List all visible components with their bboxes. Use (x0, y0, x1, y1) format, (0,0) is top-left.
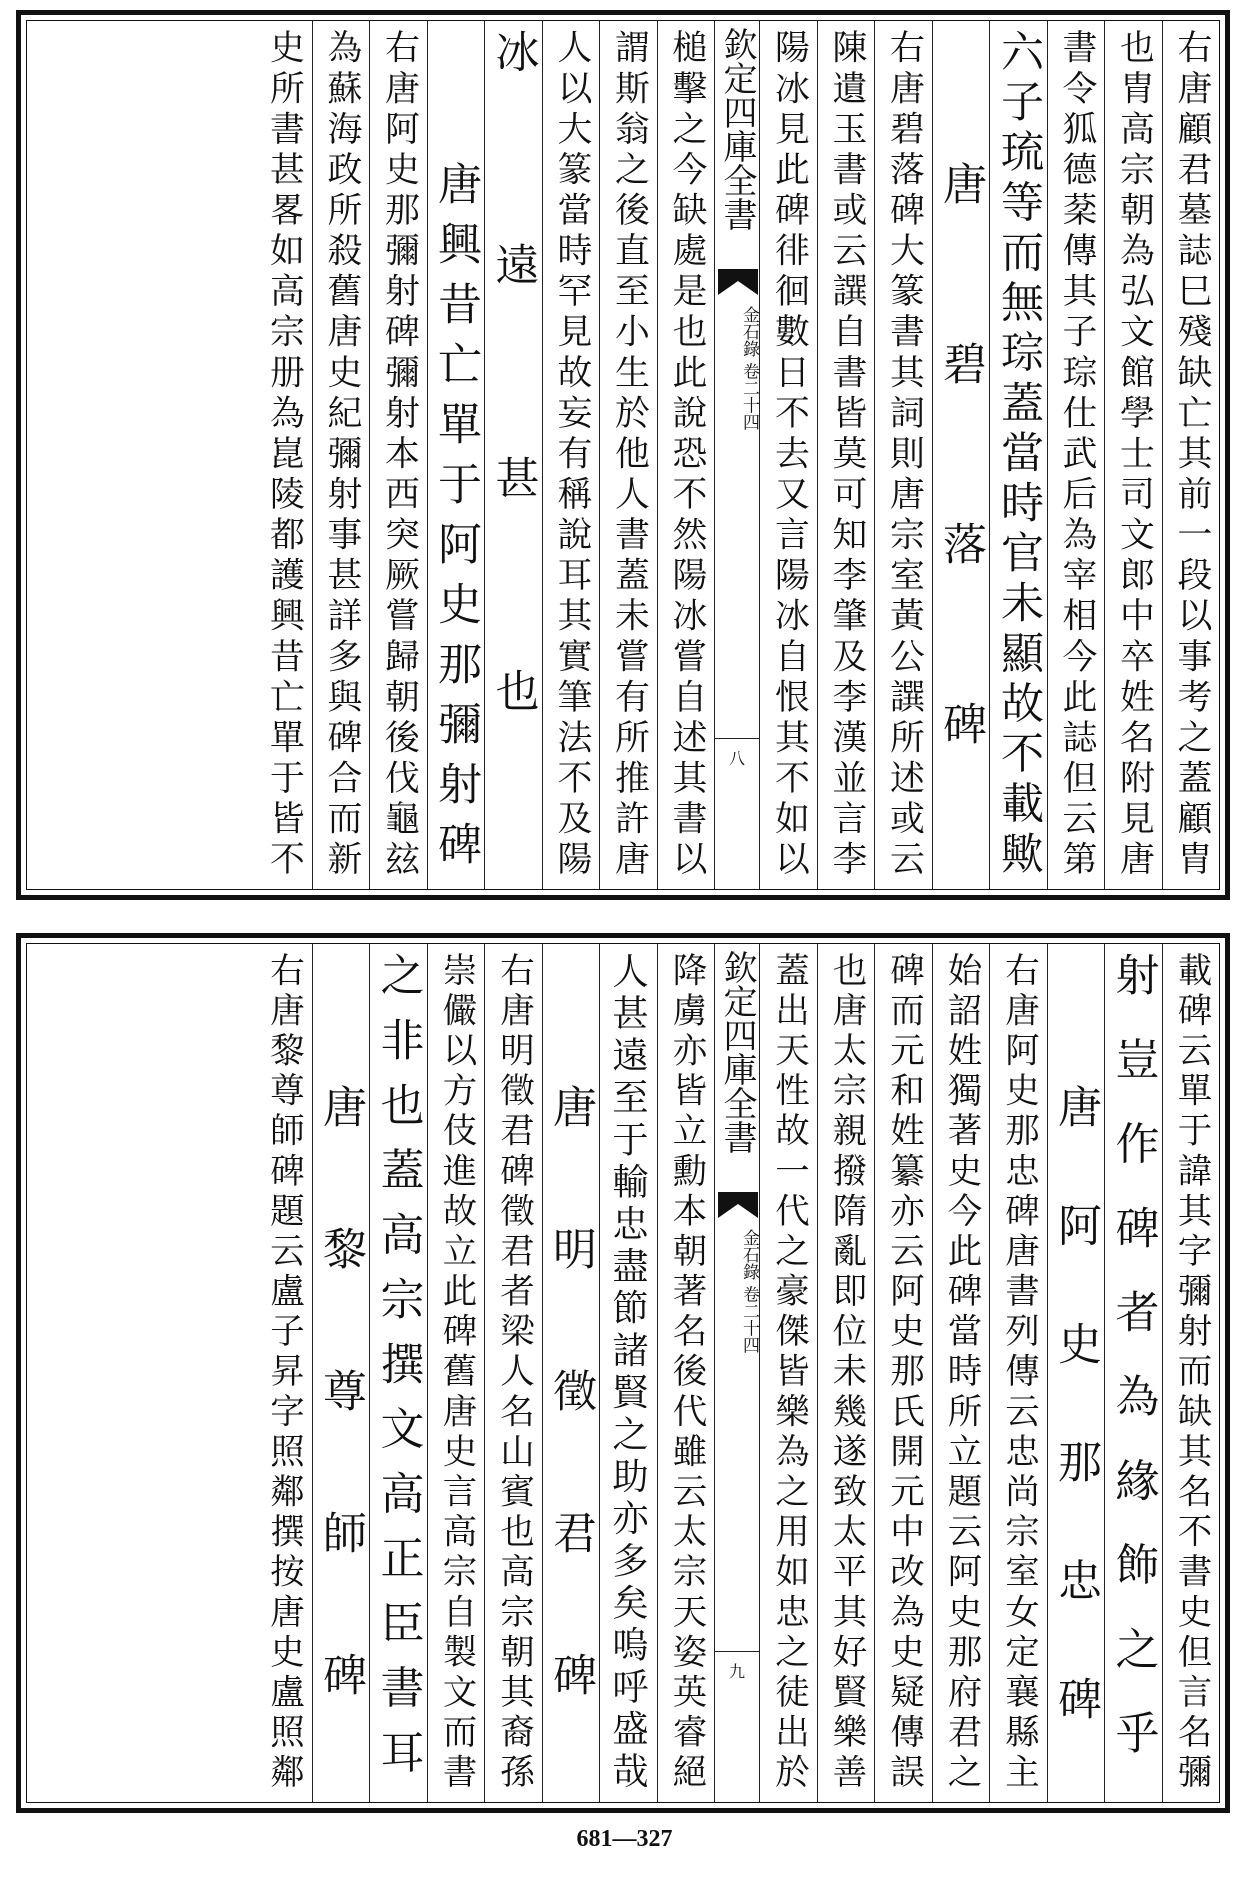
gutter-book-title: 金石錄 卷二十四 (739, 306, 759, 431)
column-text: 謂斯翁之後直至小生於他人書蓋未嘗有所推許唐 (608, 29, 649, 881)
text-column (369, 944, 427, 1802)
text-column (989, 21, 1047, 889)
section-heading-column (1047, 944, 1105, 1802)
text-column (817, 944, 875, 1802)
column-text: 降虜亦皆立勳本朝著名後代雖云太宗天姿英睿絕 (666, 952, 706, 1794)
text-column (657, 21, 715, 889)
section-heading: 唐明徵君碑 (545, 1084, 596, 1794)
gutter-divider (715, 1651, 759, 1652)
gutter-book-title: 金石錄 卷二十四 (739, 1229, 759, 1354)
column-text: 為蘇海政所殺舊唐史紀彌射事甚詳多與碑合而新 (321, 29, 361, 881)
gutter-collection-title: 欽定四庫全書 (717, 950, 757, 1154)
top-page (16, 10, 1230, 900)
gutter-collection-title: 欽定四庫全書 (717, 27, 757, 231)
top-page-columns (27, 21, 1219, 889)
text-column (874, 944, 932, 1802)
column-text: 崇儼以方伎進故立此碑舊唐史言高宗自製文而書 (436, 952, 476, 1794)
section-heading: 唐阿史那忠碑 (1050, 1084, 1101, 1794)
text-column (484, 944, 542, 1802)
column-text: 右唐顧君墓誌巳殘缺亡其前一段以事考之蓋顧胄 (1171, 29, 1211, 881)
text-column (599, 944, 657, 1802)
text-column (427, 944, 485, 1802)
text-column (874, 21, 932, 889)
column-text: 之非也蓋高宗撰文高正臣書耳 (372, 952, 424, 1795)
column-text: 右唐黎尊師碑題云盧子昇字照鄰撰按唐史盧照鄰 (263, 952, 304, 1794)
column-text: 蓋出天性故一代之豪傑皆樂為之用如忠之徒出於 (768, 952, 809, 1794)
text-column (1162, 21, 1220, 889)
page-gutter (714, 944, 759, 1802)
text-column (932, 944, 990, 1802)
section-heading: 唐黎尊師碑 (315, 1084, 366, 1794)
column-text: 也唐太宗親撥隋亂即位未幾遂致太平其好賢樂善 (826, 952, 866, 1794)
section-heading: 唐興昔亡單于阿史那彌射碑 (430, 161, 481, 881)
text-column (369, 21, 427, 889)
section-heading-column (312, 944, 370, 1802)
column-text: 陳遺玉書或云譔自書皆莫可知李肇及李漢並言李 (826, 29, 866, 881)
column-text: 史所書甚畧如高宗册為崑陵都護興昔亡單于皆不 (263, 29, 304, 881)
text-column (542, 21, 600, 889)
gutter-leaf-number: 九 (728, 1662, 745, 1681)
page-number: 681—327 (576, 1826, 673, 1852)
column-text: 射豈作碑者為緣飾之乎 (1107, 952, 1159, 1794)
section-heading-column (427, 21, 485, 889)
column-text: 陽冰見此碑徘徊數日不去又言陽冰自恨其不如以 (768, 29, 809, 881)
gutter-leaf-number: 八 (728, 749, 745, 768)
fishtail-mark-icon (718, 1192, 758, 1218)
text-column (989, 944, 1047, 1802)
column-text: 六子琉等而無琮蓋當時官未顯故不載歟 (993, 29, 1044, 882)
column-text: 右唐阿史那彌射碑彌射本西突厥嘗歸朝後伐龜玆 (378, 29, 419, 881)
column-text: 也胄高宗朝為弘文館學士司文郎中卒姓名附見唐 (1113, 29, 1154, 881)
column-text: 右唐阿史那忠碑唐書列傳云忠尚宗室女定襄縣主 (998, 952, 1039, 1794)
column-text: 人以大篆當時罕見故妄有稱說耳其實筆法不及陽 (551, 29, 591, 881)
column-text: 碑而元和姓纂亦云阿史那氏開元中改為史疑傳誤 (883, 952, 924, 1794)
section-heading: 唐碧落碑 (935, 161, 986, 881)
column-text: 右唐碧落碑大篆書其詞則唐宗室黃公譔所述或云 (883, 29, 924, 881)
text-column (599, 21, 657, 889)
text-column (254, 944, 312, 1802)
text-column (1047, 21, 1105, 889)
text-column (254, 21, 312, 889)
column-text: 右唐明徵君碑徵君者梁人名山賓也高宗朝其裔孫 (493, 952, 534, 1794)
section-heading-column (542, 944, 600, 1802)
column-text: 始詔姓獨著史今此碑當時所立題云阿史那府君之 (941, 952, 981, 1794)
text-column (817, 21, 875, 889)
bottom-page-columns (27, 944, 1219, 1802)
bottom-page (16, 933, 1230, 1813)
column-text: 書令狐德棻傳其子琮仕武后為宰相今此誌但云第 (1056, 29, 1096, 881)
page-gutter (714, 21, 759, 889)
column-text: 人甚遠至于輸忠盡節諸賢之助亦多矣嗚呼盛哉 (606, 952, 650, 1794)
gutter-divider (715, 738, 759, 739)
column-text: 槌擊之今缺處是也此說恐不然陽冰嘗自述其書以 (666, 29, 706, 881)
text-column (759, 944, 817, 1802)
column-text: 載碑云單于諱其字彌射而缺其名不書史但言名彌 (1171, 952, 1211, 1794)
text-column (312, 21, 370, 889)
section-heading-column (932, 21, 990, 889)
text-column (1162, 944, 1220, 1802)
column-text: 冰遠甚也 (487, 29, 539, 881)
text-column (1104, 21, 1162, 889)
text-column (484, 21, 542, 889)
fishtail-mark-icon (718, 269, 758, 295)
text-column (759, 21, 817, 889)
text-column (657, 944, 715, 1802)
text-column (1104, 944, 1162, 1802)
